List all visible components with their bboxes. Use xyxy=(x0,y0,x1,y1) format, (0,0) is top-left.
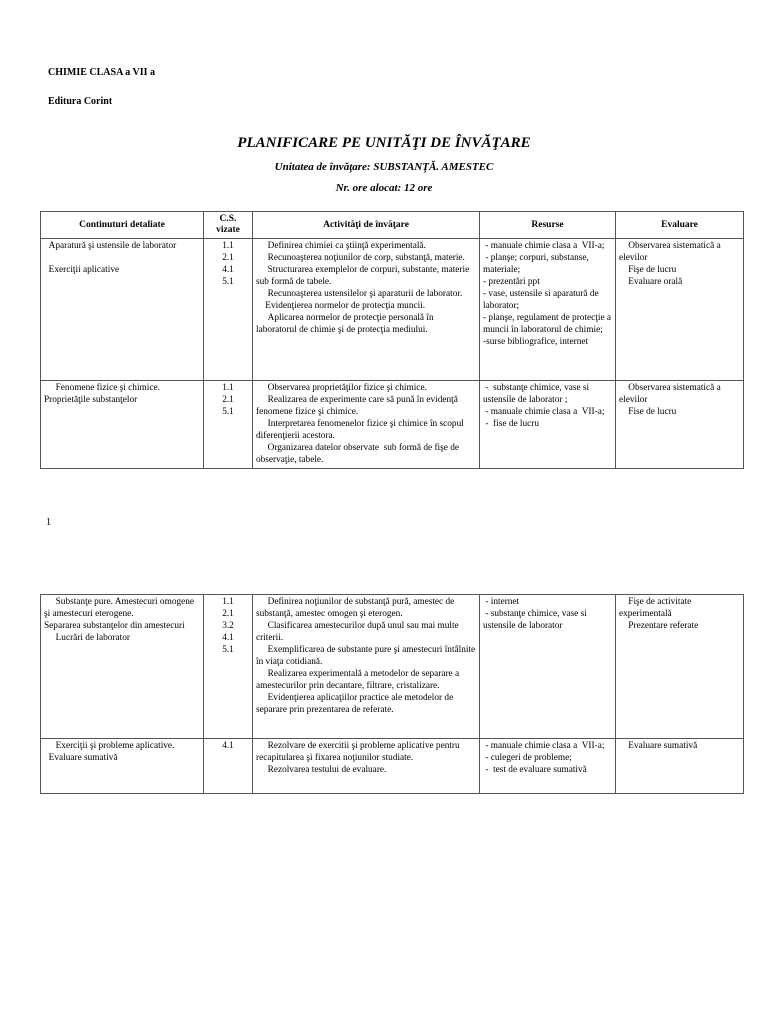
table-row xyxy=(41,239,744,381)
cell-activities xyxy=(253,595,480,739)
cs-line: 1.1 xyxy=(222,241,234,251)
evaluation-line: Observarea sistematică a elevilor xyxy=(619,383,724,405)
col-header-activities: Activităţi de învăţare xyxy=(253,212,480,239)
content-line: Substanţe pure. Amestecuri omogene şi amestecuri eterogene. xyxy=(44,597,197,619)
resources-line: - manuale chimie clasa a VII-a; xyxy=(483,241,605,251)
col-header-resources: Resurse xyxy=(480,212,616,239)
activities-line: Recunoaşterea ustensilelor şi aparaturii de laborator. xyxy=(256,289,463,299)
hours-line: Nr. ore alocat: 12 ore xyxy=(335,182,433,194)
resources-line: - planşe, regulament de protecţie a muncii în laboratorul de chimie; xyxy=(483,313,614,335)
unit-line: Unitatea de învăţare: SUBSTANŢĂ. AMESTEC xyxy=(274,161,494,173)
resources-line: - vase, ustensile si aparatură de laborator; xyxy=(483,289,601,311)
planning-table-2 xyxy=(40,594,744,794)
col-header-cs: C.S. vizate xyxy=(204,212,253,239)
subject-heading: CHIMIE CLASA a VII a xyxy=(48,67,156,78)
resources-line: - planşe; corpuri, substanse, materiale; xyxy=(483,253,592,275)
cell-activities xyxy=(253,381,480,469)
evaluation-line: Fişe de activitate experimentală xyxy=(619,597,694,619)
cs-line: 2.1 xyxy=(222,609,234,619)
cs-line: 1.1 xyxy=(222,383,234,393)
cell-activities xyxy=(253,739,480,794)
activities-line: Structurarea exemplelor de corpuri, substante, materie sub formă de tabele. xyxy=(256,265,472,287)
table-row xyxy=(41,739,744,794)
cell-cs xyxy=(204,595,253,739)
resources-line: - test de evaluare sumativă xyxy=(483,765,587,775)
resources-line: - manuale chimie clasa a VII-a; xyxy=(483,407,605,417)
page-title: PLANIFICARE PE UNITĂŢI DE ÎNVĂŢARE xyxy=(237,135,531,151)
cell-content xyxy=(41,381,204,469)
activities-line: Definirea noţiunilor de substanţă pură, amestec de substanţă, amestec omogen şi eterogen. xyxy=(256,597,457,619)
content-line: Aparatură şi ustensile de laborator xyxy=(44,241,177,251)
content-line: Exerciţii aplicative xyxy=(44,265,120,275)
cell-resources xyxy=(480,239,616,381)
cell-resources xyxy=(480,595,616,739)
cell-cs xyxy=(204,381,253,469)
cell-content xyxy=(41,239,204,381)
activities-line: Observarea proprietăţilor fizice şi chimice. xyxy=(256,383,427,393)
col-header-evaluation: Evaluare xyxy=(616,212,744,239)
activities-line: Rezolvare de exercitii şi probleme aplicative pentru recapitularea şi fixarea noţiunilor studiate. xyxy=(256,741,463,763)
cell-content xyxy=(41,739,204,794)
cell-evaluation xyxy=(616,239,744,381)
evaluation-line: Evaluare orală xyxy=(619,277,683,287)
cs-line: 4.1 xyxy=(222,633,234,643)
resources-line: - internet xyxy=(483,597,520,607)
cell-evaluation xyxy=(616,739,744,794)
content-line: Fenomene fizice şi chimice. xyxy=(44,383,160,393)
cell-evaluation xyxy=(616,381,744,469)
activities-line: Realizarea de experimente care să pună în evidenţă fenomene fizice şi chimice. xyxy=(256,395,461,417)
cs-line: 3.2 xyxy=(222,621,234,631)
table-header-row xyxy=(41,212,744,239)
activities-line: Rezolvarea testului de evaluare. xyxy=(256,765,387,775)
page-number: 1 xyxy=(46,517,51,528)
activities-line: Evidenţierea normelor de protecţia muncii. xyxy=(256,301,426,311)
cs-line: 5.1 xyxy=(222,645,234,655)
activities-line: Organizarea datelor observate sub formă de fişe de observaţie, tabele. xyxy=(256,443,462,465)
table-row xyxy=(41,381,744,469)
cell-resources xyxy=(480,381,616,469)
content-line: Proprietăţile substanţelor xyxy=(44,395,138,405)
resources-line: - substanţe chimice, vase si ustensile de laborator ; xyxy=(483,383,592,405)
evaluation-line: Evaluare sumativă xyxy=(619,741,698,751)
cs-line: 2.1 xyxy=(222,253,234,263)
evaluation-line: Observarea sistematică a elevilor xyxy=(619,241,724,263)
resources-line: - culegeri de probleme; xyxy=(483,753,572,763)
cell-resources xyxy=(480,739,616,794)
content-line: Exerciţii şi probleme aplicative. xyxy=(44,741,175,751)
cs-line: 4.1 xyxy=(222,741,234,751)
cs-line: 5.1 xyxy=(222,407,234,417)
cell-cs xyxy=(204,739,253,794)
content-line: Separarea substanţelor din amestecuri xyxy=(44,621,185,631)
cs-line: 5.1 xyxy=(222,277,234,287)
content-line: Evaluare sumativă xyxy=(44,753,118,763)
table-row xyxy=(41,595,744,739)
evaluation-line: Prezentare referate xyxy=(619,621,699,631)
content-line xyxy=(44,252,200,264)
cell-evaluation xyxy=(616,595,744,739)
resources-line: - manuale chimie clasa a VII-a; xyxy=(483,741,605,751)
col-header-content: Continuturi detaliate xyxy=(41,212,204,239)
planning-table-1 xyxy=(40,211,744,469)
evaluation-line: Fişe de lucru xyxy=(619,265,677,275)
cs-line: 1.1 xyxy=(222,597,234,607)
activities-line: Aplicarea normelor de protecţie personală în laboratorul de chimie şi de protecţia mediului. xyxy=(256,313,436,335)
resources-line: - fise de lucru xyxy=(483,419,540,429)
cell-activities xyxy=(253,239,480,381)
evaluation-line: Fise de lucru xyxy=(619,407,677,417)
publisher-heading: Editura Corint xyxy=(48,96,113,107)
resources-line: - prezentări ppt xyxy=(483,277,540,287)
activities-line: Recunoaşterea noţiunilor de corp, substanţă, materie. xyxy=(256,253,465,263)
activities-line: Evidenţierea aplicaţiilor practice ale metodelor de separare prin prezentarea de referate. xyxy=(256,693,456,715)
activities-line: Interpretarea fenomenelor fizice şi chimice în scopul diferenţierii acestora. xyxy=(256,419,467,441)
resources-line: - substanţe chimice, vase si ustensile de laborator xyxy=(483,609,590,631)
activities-line: Realizarea experimentală a metodelor de separare a amestecurilor prin decantare, filtrare, cristalizare. xyxy=(256,669,462,691)
cs-line: 2.1 xyxy=(222,395,234,405)
activities-line: Exemplificarea de substante pure şi amestecuri întâlnite în viaţa cotidiană. xyxy=(256,645,478,667)
cs-line: 4.1 xyxy=(222,265,234,275)
activities-line: Definirea chimiei ca ştiinţă experimentală. xyxy=(256,241,426,251)
cell-cs xyxy=(204,239,253,381)
content-line: Lucrări de laborator xyxy=(44,633,130,643)
activities-line: Clasificarea amestecurilor după unul sau mai multe criterii. xyxy=(256,621,461,643)
cell-content xyxy=(41,595,204,739)
resources-line: -surse bibliografice, internet xyxy=(483,337,589,347)
